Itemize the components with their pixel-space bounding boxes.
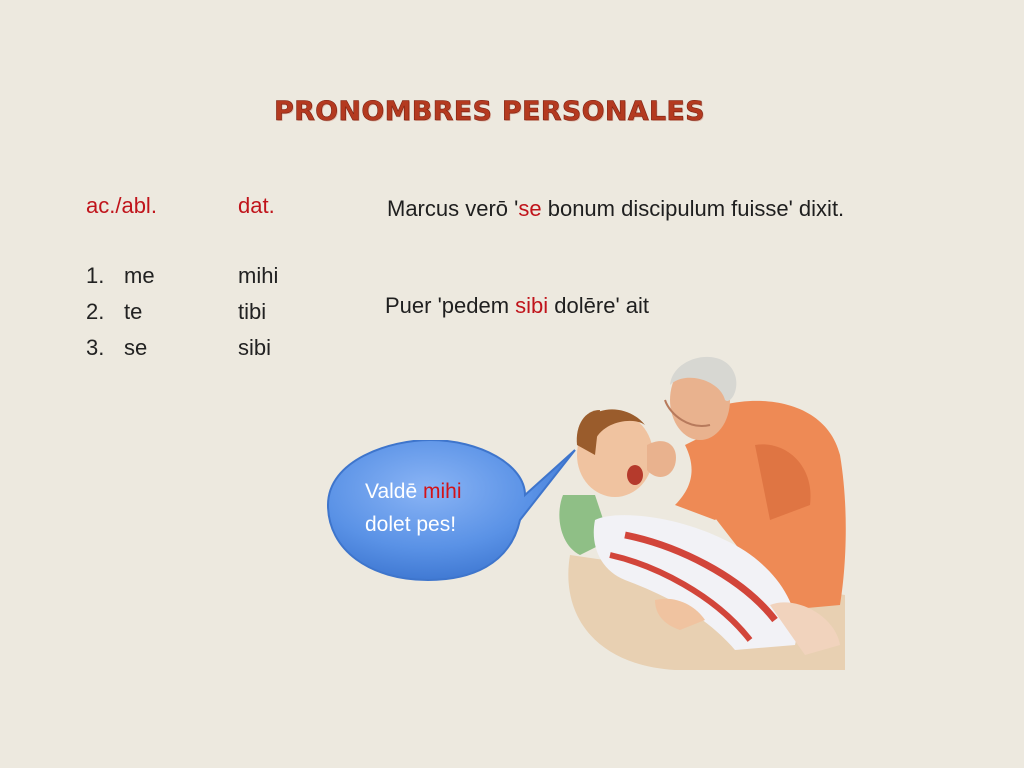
example-sentence-sibi: [385, 293, 649, 319]
header-acc-abl: ac./abl.: [86, 193, 157, 218]
pronoun-row: [86, 294, 298, 330]
sentence-text: Puer 'pedem: [385, 293, 516, 318]
dat-form: mihi: [238, 263, 279, 288]
pronoun-row: [86, 258, 298, 294]
header-dat: dat.: [238, 193, 275, 218]
row-number: 1.: [86, 263, 105, 288]
bubble-text-plain: dolet pes!: [365, 513, 457, 536]
highlighted-pronoun: sibi: [515, 293, 549, 318]
bubble-highlight: mihi: [423, 480, 462, 503]
acc-form: me: [124, 263, 155, 288]
dat-form: sibi: [238, 335, 272, 360]
dat-form: tibi: [238, 299, 267, 324]
example-sentence-se: [387, 196, 844, 222]
bubble-text: [365, 475, 462, 541]
highlighted-pronoun: se: [518, 196, 542, 221]
sentence-text: dolēre' ait: [548, 293, 650, 318]
sentence-text: bonum discipulum fuisse' dixit.: [541, 196, 845, 221]
acc-form: te: [124, 299, 143, 324]
pronoun-row: [86, 330, 298, 366]
illustration-old-man-and-boy: [555, 345, 850, 675]
acc-form: se: [124, 335, 148, 360]
pronoun-list: [86, 258, 298, 366]
sentence-text: Marcus verō ': [387, 196, 519, 221]
slide-title: PRONOMBRES PERSONALES: [274, 96, 705, 127]
row-number: 3.: [86, 335, 105, 360]
row-number: 2.: [86, 299, 105, 324]
bubble-text-plain: Valdē: [365, 480, 423, 503]
